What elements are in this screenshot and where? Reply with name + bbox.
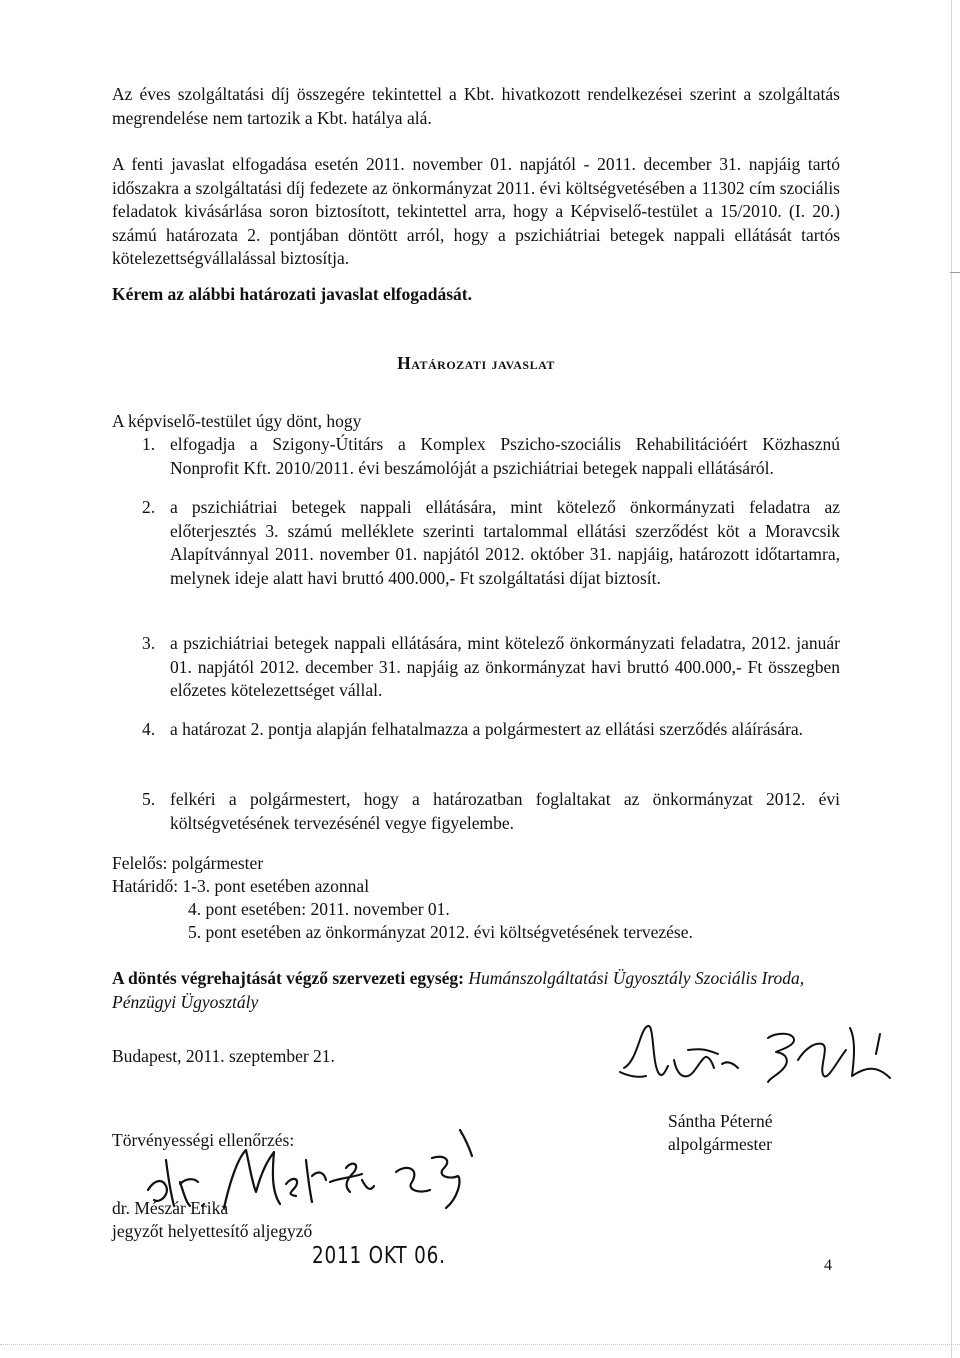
item-text: elfogadja a Szigony-Útitárs a Komplex Pszicho-szociális Rehabilitációért Közhasznú Nonprofit Kft. 2010/2011. évi beszámolóját a pszichiátriai betegek nappali ellátásáról. — [170, 434, 840, 478]
deadline-line: Határidő: 1-3. pont esetében azonnal — [112, 876, 370, 896]
request-text: Kérem az alábbi határozati javaslat elfogadását. — [112, 284, 473, 304]
item-text: a határozat 2. pontja alapján felhatalmazza a polgármestert az ellátási szerződés aláírására. — [170, 719, 804, 739]
legal-check-name: dr. Mészár Erika — [112, 1198, 229, 1218]
item-text: a pszichiátriai betegek nappali ellátására, mint kötelező önkormányzati feladatra, 2012. január 01. napjától 2012. december 31. napjáig az önkormányzat havi bruttó 400.000,- Ft összegben előzetes kötelezettséget vállal. — [170, 633, 840, 700]
signature-santha — [618, 1020, 898, 1095]
item-number: 4. — [142, 719, 156, 739]
scan-mark — [950, 272, 960, 273]
proposal-item — [112, 433, 840, 480]
item-text: a pszichiátriai betegek nappali ellátására, mint kötelező önkormányzati feladatra az előterjesztés 3. számú melléklete szerinti tartalommal ellátási szerződést köt a Moravcsik Alapítvánnyal 2011. november 01. napjától 2012. október 31. napjáig, határozott időtartamra, melynek ideje alatt havi bruttó 400.000,- Ft szolgáltatási díjat biztosít. — [170, 497, 840, 588]
date-stamp: 2011 OKT 06. — [312, 1243, 446, 1269]
signatory-title: alpolgármester — [668, 1134, 772, 1154]
item-number: 1. — [142, 434, 156, 454]
execution-label: A döntés végrehajtását végző szervezeti egység: — [112, 968, 464, 988]
proposal-intro: A képviselő-testület úgy dönt, hogy — [112, 411, 362, 431]
legal-check-title: jegyzőt helyettesítő aljegyző — [112, 1221, 313, 1241]
deadline-line-2: 4. pont esetében: 2011. november 01. — [188, 899, 450, 919]
item-number: 3. — [142, 633, 156, 653]
paragraph-funding: A fenti javaslat elfogadása esetén 2011. november 01. napjától - 2011. december 31. napjáig tartó időszakra a szolgáltatási díj fedezete az önkormányzat 2011. évi költségvetésében a 11302 cím szociális feladatok kivásárlása soron biztosított, tekintettel arra, hogy a Képviselő-testület a 15/2010. (I. 20.) számú határozata 2. pontjában döntött arról, hogy a pszichiátriai betegek nappali ellátását tartós kötelezettségvállalással biztosítja. — [112, 154, 840, 268]
legal-check-label: Törvényességi ellenőrzés: — [112, 1130, 295, 1150]
deadline-line-3: 5. pont esetében az önkormányzat 2012. évi költségvetésének tervezése. — [188, 922, 693, 942]
page-number: 4 — [824, 1257, 832, 1274]
paragraph-kbt: Az éves szolgáltatási díj összegére tekintettel a Kbt. hivatkozott rendelkezései szerint a szolgáltatás megrendelése nem tartozik a Kbt. hatálya alá. — [112, 84, 840, 128]
scan-edge-bottom — [0, 1344, 960, 1346]
proposal-item — [112, 496, 840, 590]
execution-unit — [112, 967, 840, 1014]
place-date: Budapest, 2011. szeptember 21. — [112, 1046, 335, 1066]
proposal-item — [112, 632, 840, 703]
item-number: 5. — [142, 789, 156, 809]
scan-edge-right — [951, 0, 952, 1358]
item-text: felkéri a polgármestert, hogy a határozatban foglaltakat az önkormányzat 2012. évi költségvetésének tervezésénél vegye figyelembe. — [170, 789, 840, 833]
proposal-item — [112, 718, 840, 742]
proposal-item — [112, 788, 840, 835]
signatory-name: Sántha Péterné — [668, 1111, 773, 1131]
execution-value: Humánszolgáltatási Ügyosztály Szociális Iroda, Pénzügyi Ügyosztály — [112, 968, 805, 1012]
responsible-line: Felelős: polgármester — [112, 853, 264, 873]
proposal-heading: Határozati javaslat — [397, 353, 555, 373]
item-number: 2. — [142, 497, 156, 517]
